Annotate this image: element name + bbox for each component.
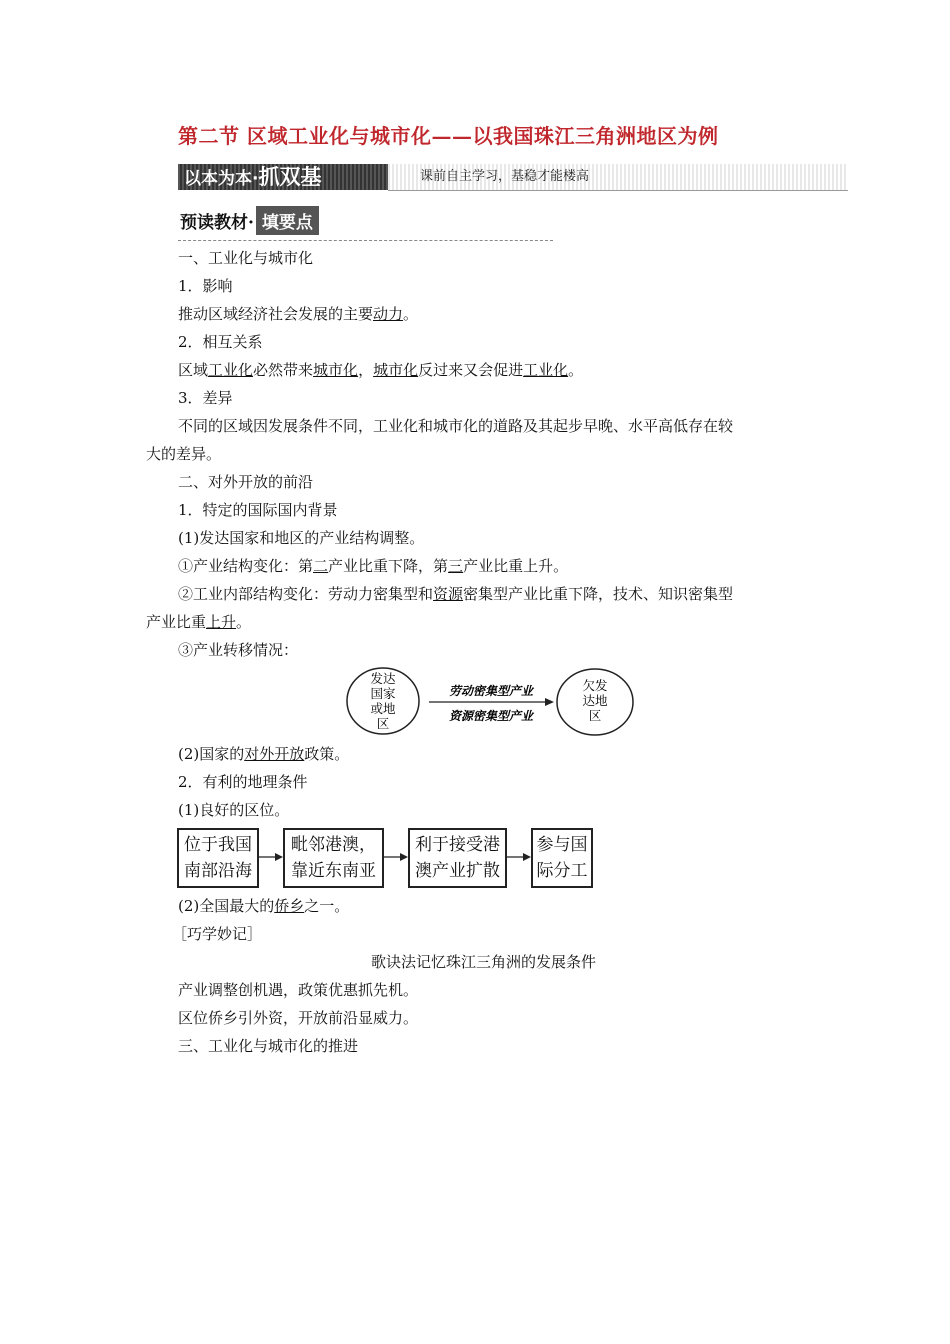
item-3: 3．差异 <box>178 389 233 407</box>
flow-box-1: 位于我国 南部沿海 <box>177 828 259 888</box>
blank-answer: 动力 <box>373 305 404 323</box>
paragraph-line: 区域工业化必然带来城市化，城市化反过来又会促进工业化。 <box>178 361 584 379</box>
sub-item: (1)良好的区位。 <box>178 801 290 819</box>
memo-line-1: 产业调整创机遇，政策优惠抓先机。 <box>178 981 419 999</box>
subheading-prefix: 预读教材· <box>180 213 254 233</box>
source-label-4: 区 <box>376 716 390 731</box>
blank-answer: 三 <box>448 557 464 575</box>
blank-answer: 上升 <box>206 613 237 631</box>
flow-box-2: 毗邻港澳， 靠近东南亚 <box>283 828 384 888</box>
item-1: 1．特定的国际国内背景 <box>178 501 338 519</box>
flow-box-3: 利于接受港 澳产业扩散 <box>408 828 507 888</box>
section-title: 第二节 区域工业化与城市化——以我国珠江三角洲地区为例 <box>178 124 719 148</box>
paragraph-line: ①产业结构变化：第二产业比重下降，第三产业比重上升。 <box>178 557 569 575</box>
target-label-1: 欠发 <box>582 678 608 693</box>
banner-prefix: 以本为本· <box>184 169 259 189</box>
heading-2: 二、对外开放的前沿 <box>178 473 314 491</box>
lower-arrow-label: 资源密集型产业 <box>448 709 534 723</box>
flow-box-4: 参与国 际分工 <box>531 828 593 888</box>
blank-answer: 工业化 <box>208 361 254 379</box>
paragraph-line: 推动区域经济社会发展的主要动力。 <box>178 305 419 323</box>
target-label-3: 区 <box>588 708 602 723</box>
item-2: 2．相互关系 <box>178 333 263 351</box>
sub-item: (1)发达国家和地区的产业结构调整。 <box>178 529 425 547</box>
upper-arrow-label: 劳动密集型产业 <box>448 684 534 698</box>
memo-line-2: 区位侨乡引外资，开放前沿显威力。 <box>178 1009 419 1027</box>
banner-label <box>178 164 388 190</box>
subheading-emphasis: 填要点 <box>256 206 319 235</box>
source-label-1: 发达 <box>370 671 396 686</box>
arrow-head-icon <box>545 698 554 706</box>
section-banner <box>178 164 848 192</box>
blank-answer: 侨乡 <box>274 897 305 915</box>
blank-answer: 城市化 <box>313 361 359 379</box>
paragraph-line: 大的差异。 <box>146 445 222 463</box>
subheading <box>180 206 319 240</box>
sub-item: ③产业转移情况： <box>178 641 299 659</box>
item-2: 2．有利的地理条件 <box>178 773 308 791</box>
banner-emphasis: 抓双基 <box>258 165 322 189</box>
blank-answer: 对外开放 <box>244 745 305 763</box>
flow-arrow-icon <box>507 850 531 864</box>
blank-answer: 二 <box>313 557 329 575</box>
memo-label: ［巧学妙记］ <box>172 925 263 943</box>
heading-3: 三、工业化与城市化的推进 <box>178 1037 359 1055</box>
source-label-2: 国家 <box>370 686 396 701</box>
banner-caption: 课前自主学习，基稳才能楼高 <box>388 164 848 191</box>
source-label-3: 或地 <box>370 701 396 716</box>
paragraph-line: 产业比重上升。 <box>146 613 252 631</box>
blank-answer: 资源 <box>433 585 464 603</box>
dashed-divider <box>178 240 553 241</box>
industry-transfer-diagram <box>345 664 640 740</box>
item-1: 1．影响 <box>178 277 233 295</box>
memo-title: 歌诀法记忆珠江三角洲的发展条件 <box>371 953 597 971</box>
sub-item: (2)国家的对外开放政策。 <box>178 745 350 763</box>
blank-answer: 城市化 <box>373 361 419 379</box>
flow-arrow-icon <box>259 850 283 864</box>
flow-arrow-icon <box>384 850 408 864</box>
blank-answer: 工业化 <box>523 361 569 379</box>
paragraph-line: ②工业内部结构变化：劳动力密集型和资源密集型产业比重下降，技术、知识密集型 <box>178 585 734 603</box>
paragraph-line: 不同的区域因发展条件不同，工业化和城市化的道路及其起步早晚、水平高低存在较 <box>178 417 734 435</box>
sub-item: (2)全国最大的侨乡之一。 <box>178 897 350 915</box>
target-label-2: 达地 <box>582 693 608 708</box>
heading-1: 一、工业化与城市化 <box>178 249 314 267</box>
